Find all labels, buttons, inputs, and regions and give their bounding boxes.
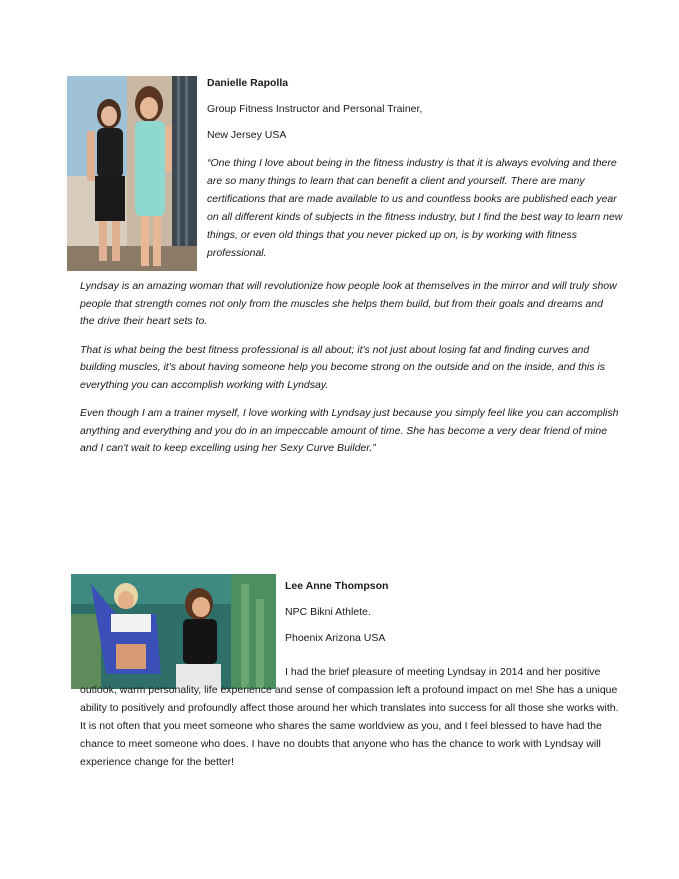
- testimonial-2-name: Lee Anne Thompson: [285, 580, 389, 592]
- testimonial-1-paragraph: Lyndsay is an amazing woman that will revolutionize how people look at themselves in the mirror and will truly show people that strength comes not only from the muscles she helps them build, but from their goals and dreams and the drive their heart sets to.: [80, 280, 617, 327]
- testimonial-1-name: Danielle Rapolla: [207, 77, 289, 89]
- photo-danielle-rapolla: [67, 76, 197, 271]
- testimonial-1-location: New Jersey USA: [207, 129, 287, 141]
- testimonial-1-lead-quote: “One thing I love about being in the fitness industry is that it is always evolving and there are so many things to learn that can benefit a client and yourself. There are many certifications that are made available to us and countless books are published each year on all different kinds of subjects in the fitness industry, but I find the best way to learn new things, or even old things that you never picked up on, is by working with fitness professional.: [207, 157, 623, 259]
- testimonial-2-title: NPC Bikni Athlete.: [285, 606, 371, 618]
- testimonial-1-paragraph: Even though I am a trainer myself, I love working with Lyndsay just because you simply feel like you can accomplish anything and everything and you do in an impeccable amount of time. She has become a very dear friend of mine and I can't wait to keep excelling using her Sexy Curve Builder.”: [80, 407, 619, 454]
- testimonial-1-title: Group Fitness Instructor and Personal Trainer,: [207, 103, 423, 115]
- testimonial-2-body: I had the brief pleasure of meeting Lyndsay in 2014 and her positive outlook, warm personality, life experience and sense of compassion left a profound impact on me! She has a unique ability to positively and profoundly affect those around her which translates into success for all those she works with. It is not often that you meet someone who shares the same worldview as you, and I feel blessed to have had the chance to meet someone who does. I have no doubts that anyone who has the chance to work with Lyndsay will experience change for the better!: [80, 666, 619, 768]
- testimonial-1-paragraph: That is what being the best fitness professional is all about; it's not just about losing fat and finding curves and building muscles, it's about having someone help you become strong on the outside and on the inside, and this is everything you can accomplish working with Lyndsay.: [80, 343, 606, 391]
- testimonial-2-location: Phoenix Arizona USA: [285, 632, 386, 644]
